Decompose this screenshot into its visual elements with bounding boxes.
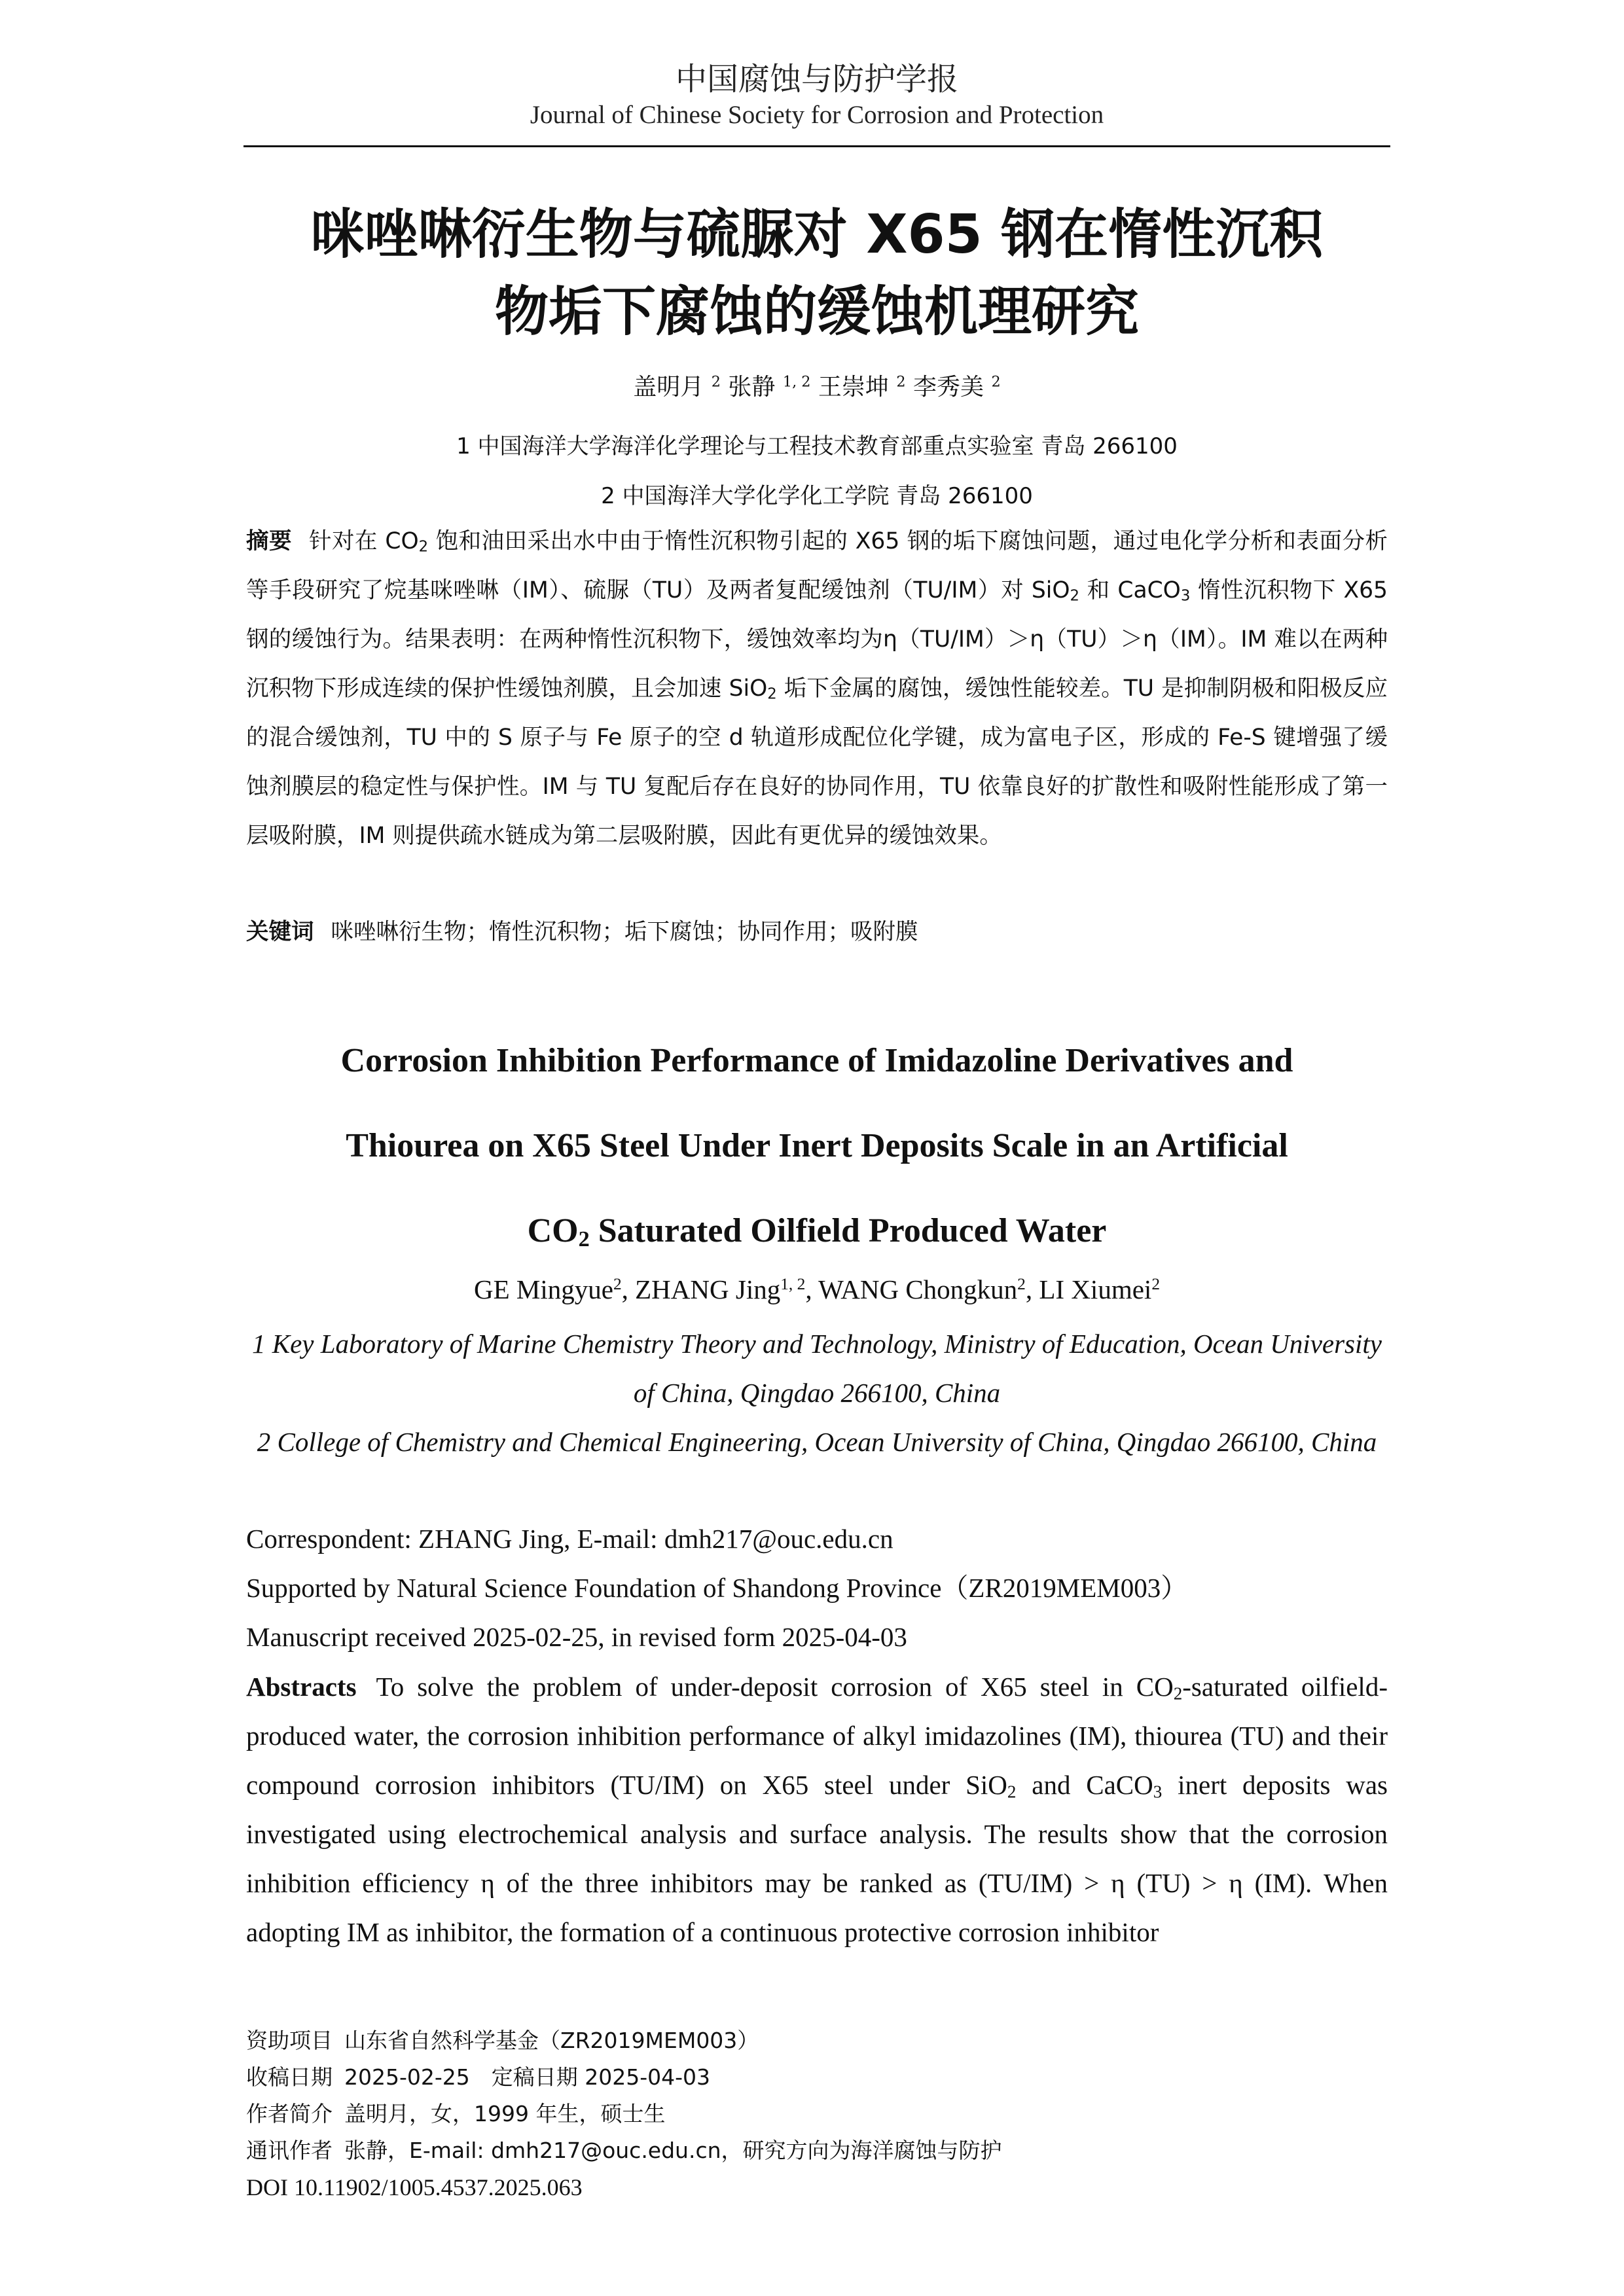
affiliations-en: [244, 1319, 1390, 1467]
title-en-line: Corrosion Inhibition Performance of Imidazoline Derivatives and: [340, 1042, 1293, 1079]
abstract-cn-text: 饱和油田采出水中由于惰性沉积物引起的 X65 钢的垢下腐蚀问题，通过电化学分析和表面分析等手段研究了烷基咪唑啉（IM）、硫脲（TU）及两者复配缓蚀剂（TU/IM）对 SiO: [246, 528, 1388, 603]
footnote-label: 通讯作者: [246, 2138, 333, 2163]
abstract-cn-text: 惰性沉积物下 X65 钢的缓蚀行为。结果表明：在两种惰性沉积物下，缓蚀效率均为η（TU/IM）＞η（TU）＞η（IM）。IM 难以在两种沉积物下形成连续的保护性缓蚀剂膜，且会加速 SiO: [246, 577, 1388, 702]
title-cn-line: 物垢下腐蚀的缓蚀机理研究: [494, 281, 1139, 343]
abstract-en-label: Abstracts: [246, 1672, 357, 1702]
author-affiliation-mark: 2: [613, 1275, 622, 1294]
footnote-text: 山东省自然科学基金（ZR2019MEM003）: [344, 2028, 759, 2053]
affiliations-cn: [244, 422, 1390, 521]
author-name: WANG Chongkun: [818, 1274, 1018, 1304]
abstract-cn-text: 垢下金属的腐蚀，缓蚀性能较差。TU 是抑制阴极和阳极反应的混合缓蚀剂，TU 中的 S 原子与 Fe 原子的空 d 轨道形成配位化学键，成为富电子区，形成的 Fe-S 键增强了缓蚀剂膜层的稳定性与保护性。IM 与 TU 复配后存在良好的协同作用，TU 依靠良好的扩散性和吸附性能形成了第一层吸附膜，IM 则提供疏水链成为第二层吸附膜，因此有更优异的缓蚀效果。: [246, 675, 1388, 849]
subscript: 2: [767, 685, 777, 703]
author-affiliation-mark: 1, 2: [782, 373, 811, 391]
footnote-dates: [246, 2059, 1388, 2096]
abstract-en: [246, 1662, 1388, 1957]
title-en-text: Saturated Oilfield Produced Water: [589, 1212, 1107, 1249]
journal-header: [244, 59, 1390, 131]
abstract-en-text: and CaCO: [1016, 1770, 1153, 1800]
footnote-funding: [246, 2022, 1388, 2059]
journal-name-en: Journal of Chinese Society for Corrosion and Protection: [530, 101, 1104, 129]
abstract-cn: [246, 517, 1388, 861]
abstract-en-text: inert deposits was investigated using electrochemical analysis and surface analysis. The results show that the corrosion inhibition efficiency η of the three inhibitors may be ranked as (TU/IM) > η (TU) > η (IM). When adopting IM as inhibitor, the formation of a continuous protective corrosion inhibitor: [246, 1770, 1388, 1947]
author-name: 盖明月: [633, 374, 704, 401]
header-divider: [244, 145, 1390, 147]
received-line: Manuscript received 2025-02-25, in revised form 2025-04-03: [246, 1622, 907, 1652]
title-en-text: CO: [527, 1212, 579, 1249]
subscript: 2: [1007, 1782, 1017, 1802]
author-affiliation-mark: 1, 2: [780, 1275, 806, 1294]
title-cn: [244, 196, 1390, 351]
subscript: 2: [578, 1226, 590, 1251]
subscript: 3: [1180, 587, 1191, 605]
affiliation-en: 2 College of Chemistry and Chemical Engineering, Ocean University of China, Qingdao 266100, China: [257, 1427, 1377, 1457]
author-separator: ,: [621, 1274, 636, 1304]
correspondent-line: Correspondent: ZHANG Jing, E-mail: dmh217@ouc.edu.cn: [246, 1524, 893, 1554]
author-name: LI Xiumei: [1039, 1274, 1152, 1304]
footnote-text: 盖明月，女，1999 年生，硕士生: [344, 2101, 666, 2126]
title-en-line: [244, 1189, 1390, 1274]
keywords-cn-text: 咪唑啉衍生物；惰性沉积物；垢下腐蚀；协同作用；吸附膜: [331, 919, 918, 945]
funding-line: Supported by Natural Science Foundation of Shandong Province（ZR2019MEM003）: [246, 1573, 1188, 1603]
author-affiliation-mark: 2: [1017, 1275, 1026, 1294]
author-separator: ,: [805, 1274, 819, 1304]
author-name: ZHANG Jing: [635, 1274, 781, 1304]
title-cn-line: 咪唑啉衍生物与硫脲对 X65 钢在惰性沉积: [310, 204, 1324, 266]
journal-name-cn: 中国腐蚀与防护学报: [675, 61, 958, 98]
subscript: 3: [1153, 1782, 1163, 1802]
keywords-cn: [246, 912, 1388, 952]
footnote-label: 收稿日期: [246, 2064, 333, 2090]
author-separator: ,: [1025, 1274, 1039, 1304]
affiliation-cn: 1 中国海洋大学海洋化学理论与工程技术教育部重点实验室 青岛 266100: [456, 433, 1178, 459]
abstract-cn-label: 摘要: [246, 528, 292, 554]
keywords-cn-label: 关键词: [246, 919, 314, 945]
subscript: 2: [1173, 1683, 1183, 1704]
abstract-en-text: To solve the problem of under-deposit corrosion of X65 steel in CO: [376, 1672, 1174, 1702]
footnote-text: 张静，E-mail: dmh217@ouc.edu.cn，研究方向为海洋腐蚀与防护: [344, 2138, 1002, 2163]
footnote-text: 2025-02-25 定稿日期 2025-04-03: [344, 2064, 711, 2090]
subscript: 2: [418, 538, 429, 556]
title-en-line: Thiourea on X65 Steel Under Inert Deposits Scale in an Artificial: [346, 1127, 1288, 1164]
author-name: GE Mingyue: [473, 1274, 613, 1304]
footnotes: [246, 2022, 1388, 2206]
author-affiliation-mark: 2: [896, 373, 906, 391]
abstract-cn-text: 针对在 CO: [308, 528, 419, 554]
subscript: 2: [1070, 587, 1079, 605]
author-affiliation-mark: 2: [991, 373, 1001, 391]
affiliation-cn: 2 中国海洋大学化学化工学院 青岛 266100: [601, 483, 1033, 509]
article-metadata: [246, 1515, 1388, 1662]
doi-line: DOI 10.11902/1005.4537.2025.063: [246, 2174, 583, 2200]
author-affiliation-mark: 2: [1151, 1275, 1161, 1294]
authors-cn: [244, 370, 1390, 404]
title-en: [244, 1018, 1390, 1274]
footnote-label: 资助项目: [246, 2028, 333, 2053]
affiliation-en: 1 Key Laboratory of Marine Chemistry Theory and Technology, Ministry of Education, Ocean University of China, Qingdao 266100, China: [252, 1329, 1382, 1408]
abstract-en-text: -saturated oilfield-produced water, the corrosion inhibition performance of alkyl imidazolines (IM), thiourea (TU) and their compound corrosion inhibitors (TU/IM) on X65 steel under SiO: [246, 1672, 1388, 1800]
author-name: 李秀美: [913, 374, 984, 401]
footnote-correspondence: [246, 2132, 1388, 2169]
footnote-label: 作者简介: [246, 2101, 333, 2126]
author-name: 王崇坤: [818, 374, 889, 401]
author-affiliation-mark: 2: [711, 373, 721, 391]
author-name: 张静: [728, 374, 776, 401]
abstract-cn-text: 和 CaCO: [1079, 577, 1181, 603]
authors-en: [244, 1272, 1390, 1306]
footnote-author-bio: [246, 2096, 1388, 2132]
